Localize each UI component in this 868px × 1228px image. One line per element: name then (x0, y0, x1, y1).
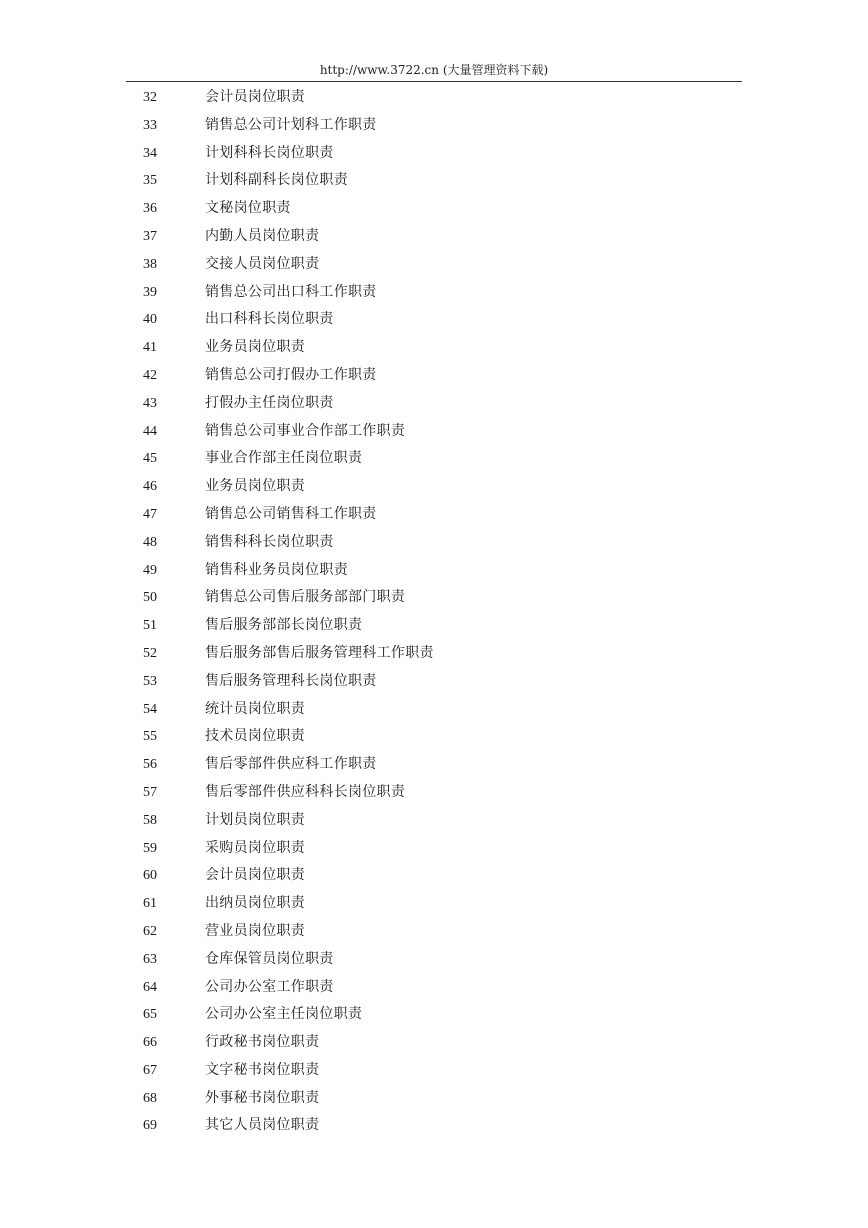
toc-item-number: 54 (143, 701, 157, 717)
toc-item-title: 销售总公司计划科工作职责 (205, 116, 377, 133)
toc-item-title: 其它人员岗位职责 (205, 1117, 320, 1134)
toc-item-number: 69 (143, 1118, 157, 1134)
toc-item-number: 32 (143, 90, 157, 105)
toc-item-number: 45 (143, 451, 157, 467)
toc-row (0, 306, 868, 334)
toc-row (0, 140, 868, 168)
toc-row (0, 640, 868, 668)
toc-item-number: 35 (143, 173, 157, 189)
toc-item-number: 64 (143, 979, 157, 995)
toc-row (0, 251, 868, 279)
toc-item-number: 65 (143, 1007, 157, 1023)
toc-item-title: 计划科科长岗位职责 (205, 144, 334, 161)
toc-row (0, 501, 868, 529)
toc-item-number: 33 (143, 117, 157, 133)
toc-item-title: 销售总公司事业合作部工作职责 (205, 422, 406, 439)
toc-item-title: 销售总公司出口科工作职责 (205, 283, 377, 300)
toc-row (0, 445, 868, 473)
toc-item-title: 打假办主任岗位职责 (205, 394, 334, 411)
toc-item-title: 售后服务部部长岗位职责 (205, 617, 363, 634)
toc-row (0, 557, 868, 585)
toc-row (0, 612, 868, 640)
toc-row (0, 835, 868, 863)
toc-item-number: 43 (143, 395, 157, 411)
toc-row (0, 1112, 868, 1140)
toc-item-title: 公司办公室主任岗位职责 (205, 1006, 363, 1023)
toc-row (0, 779, 868, 807)
toc-item-title: 公司办公室工作职责 (205, 978, 334, 995)
toc-item-title: 仓库保管员岗位职责 (205, 950, 334, 967)
toc-item-title: 外事秘书岗位职责 (205, 1089, 320, 1106)
toc-row (0, 167, 868, 195)
toc-item-number: 67 (143, 1062, 157, 1078)
toc-item-number: 44 (143, 423, 157, 439)
toc-item-title: 行政秘书岗位职责 (205, 1034, 320, 1051)
toc-item-number: 42 (143, 367, 157, 383)
toc-item-number: 51 (143, 618, 157, 634)
toc-row (0, 807, 868, 835)
toc-row (0, 1001, 868, 1029)
toc-item-number: 58 (143, 812, 157, 828)
toc-item-number: 56 (143, 757, 157, 773)
toc-item-title: 售后零部件供应科科长岗位职责 (205, 783, 406, 800)
toc-item-number: 53 (143, 673, 157, 689)
toc-item-title: 出口科科长岗位职责 (205, 311, 334, 328)
toc-row (0, 668, 868, 696)
toc-row (0, 723, 868, 751)
toc-row (0, 473, 868, 501)
toc-row (0, 696, 868, 724)
toc-item-number: 50 (143, 590, 157, 606)
toc-item-title: 交接人员岗位职责 (205, 255, 320, 272)
toc-item-number: 57 (143, 784, 157, 800)
toc-row (0, 946, 868, 974)
toc-item-title: 事业合作部主任岗位职责 (205, 450, 363, 467)
toc-row (0, 751, 868, 779)
toc-item-title: 内勤人员岗位职责 (205, 227, 320, 244)
toc-item-title: 会计员岗位职责 (205, 89, 306, 105)
toc-item-number: 62 (143, 923, 157, 939)
toc-item-title: 统计员岗位职责 (205, 700, 306, 717)
toc-item-title: 计划员岗位职责 (205, 811, 306, 828)
toc-row (0, 862, 868, 890)
toc-item-number: 61 (143, 896, 157, 912)
toc-row (0, 1057, 868, 1085)
toc-item-number: 36 (143, 201, 157, 217)
toc-item-number: 46 (143, 479, 157, 495)
toc-item-number: 34 (143, 145, 157, 161)
toc-item-title: 售后服务部售后服务管理科工作职责 (205, 644, 434, 661)
toc-item-title: 业务员岗位职责 (205, 339, 306, 356)
toc-item-title: 销售总公司打假办工作职责 (205, 366, 377, 383)
toc-item-title: 文字秘书岗位职责 (205, 1061, 320, 1078)
toc-row (0, 418, 868, 446)
toc-row (0, 279, 868, 307)
toc-item-number: 38 (143, 256, 157, 272)
toc-row (0, 390, 868, 418)
toc-item-number: 48 (143, 534, 157, 550)
toc-item-number: 39 (143, 284, 157, 300)
toc-row (0, 918, 868, 946)
toc-item-title: 销售科科长岗位职责 (205, 533, 334, 550)
toc-item-number: 37 (143, 228, 157, 244)
toc-row (0, 1029, 868, 1057)
toc-item-number: 52 (143, 645, 157, 661)
toc-item-number: 49 (143, 562, 157, 578)
toc-item-number: 66 (143, 1035, 157, 1051)
toc-row (0, 362, 868, 390)
toc-row (0, 1085, 868, 1113)
toc-row (0, 334, 868, 362)
toc-row (0, 529, 868, 557)
toc-item-title: 技术员岗位职责 (205, 728, 306, 745)
toc-row (0, 195, 868, 223)
toc-item-title: 售后服务管理科长岗位职责 (205, 672, 377, 689)
toc-item-number: 41 (143, 340, 157, 356)
toc-item-number: 47 (143, 506, 157, 522)
toc-item-number: 40 (143, 312, 157, 328)
toc-row (0, 974, 868, 1002)
toc-item-title: 售后零部件供应科工作职责 (205, 756, 377, 773)
toc-item-number: 55 (143, 729, 157, 745)
toc-row (0, 584, 868, 612)
toc-list (0, 84, 868, 1140)
toc-item-title: 营业员岗位职责 (205, 922, 306, 939)
toc-item-title: 业务员岗位职责 (205, 478, 306, 495)
toc-row (0, 84, 868, 112)
toc-item-number: 60 (143, 868, 157, 884)
toc-item-title: 销售总公司销售科工作职责 (205, 505, 377, 522)
toc-item-title: 销售科业务员岗位职责 (205, 561, 348, 578)
toc-row (0, 890, 868, 918)
toc-item-title: 文秘岗位职责 (205, 200, 291, 217)
toc-item-number: 59 (143, 840, 157, 856)
toc-row (0, 223, 868, 251)
toc-item-title: 出纳员岗位职责 (205, 895, 306, 912)
toc-item-title: 销售总公司售后服务部部门职责 (205, 589, 406, 606)
toc-item-title: 计划科副科长岗位职责 (205, 172, 348, 189)
toc-item-title: 会计员岗位职责 (205, 867, 306, 884)
toc-item-number: 68 (143, 1090, 157, 1106)
header-divider (126, 81, 742, 82)
toc-item-number: 63 (143, 951, 157, 967)
page-header: http://www.3722.cn (大量管理资料下载) (319, 63, 549, 77)
toc-item-title: 采购员岗位职责 (205, 839, 306, 856)
toc-row (0, 112, 868, 140)
